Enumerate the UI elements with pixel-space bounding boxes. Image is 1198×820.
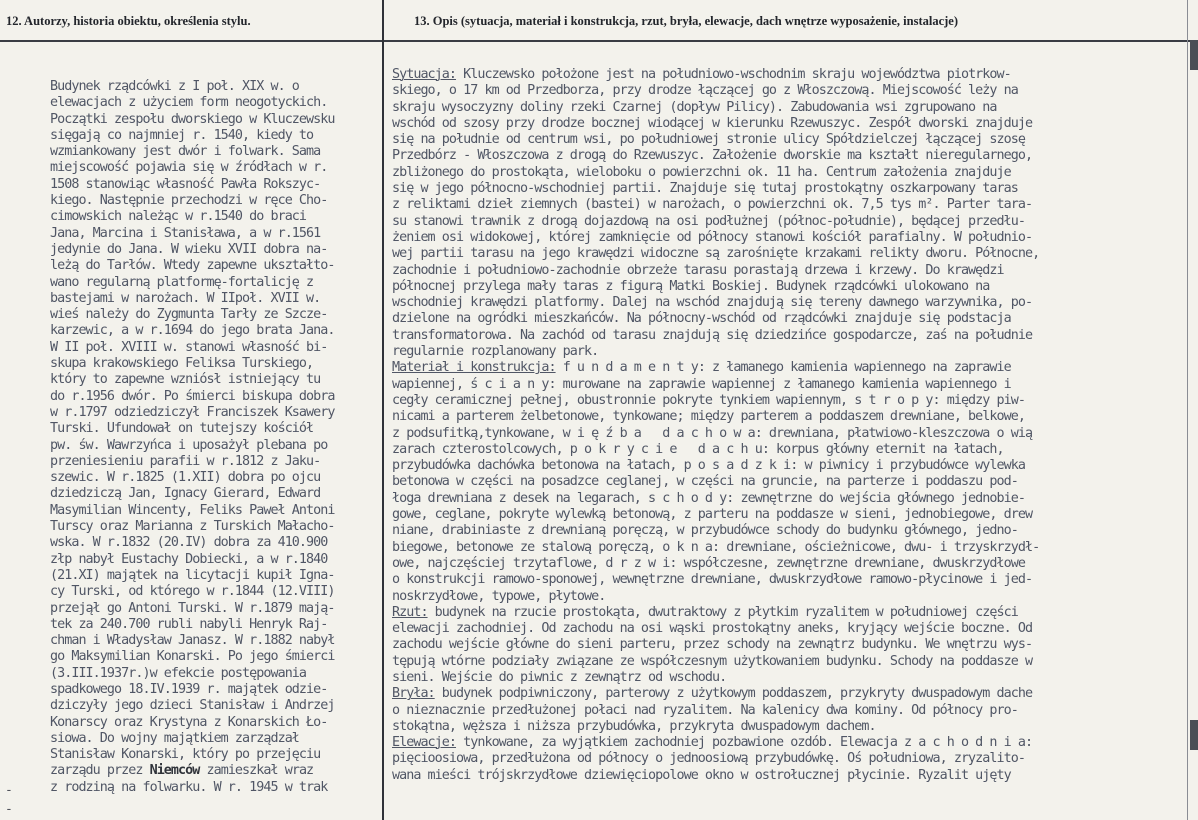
description-line: z reliktami dzieł ziemnych (bastei) w narożach, o powierzchni ok. 7,5 tys m². Parter tara- — [392, 197, 1033, 213]
section-13-heading: 13. Opis (sytuacja, materiał i konstrukcja, rzut, bryła, elewacje, dach wnętrze wyposażenie, instalacje) — [414, 14, 959, 28]
history-line: spadkowego 18.IV.1939 r. majątek odzie- — [50, 681, 328, 697]
description-line: pięcioosiowa, przedłużona od północy o jednoosiową przybudówkę. Oś południowa, zryzalito- — [392, 751, 1025, 767]
description-line: regularnie rozplanowany park. — [392, 344, 599, 360]
binder-tab-mark — [1190, 720, 1198, 750]
description-line: Przedbórz - Włoszczowa z drogą do Rzewuszyc. Założenie dworskie ma kształt nieregularnego, — [392, 148, 1033, 164]
history-line: miejscowość pojawia się w źródłach w r. — [50, 160, 328, 176]
description-line: Materiał i konstrukcja: f u n d a m e n t y: z łamanego kamienia wapiennego na zaprawie — [392, 360, 1011, 376]
history-text-column — [50, 79, 334, 796]
history-line: (3.III.1937r.)w efekcie postępowania — [50, 665, 307, 681]
history-line: go Maksymilian Konarski. Po jego śmierci — [50, 649, 335, 665]
description-line: stokątna, węższa i niższa przybudówka, przykryta dwuspadowym dachem. — [392, 718, 876, 734]
description-line: skraju wysoczyzny doliny rzeki Czarnej (dopływ Pilicy). Zabudowania wsi zgrupowano na — [392, 99, 997, 115]
history-line: kiego. Następnie przechodzi w ręce Cho- — [50, 193, 328, 209]
history-line: karzewic, a w r.1694 do jego brata Jana. — [50, 323, 335, 339]
description-line: zachodu wejście główne do sieni parteru, przez schody na zewnątrz budynku. We wnętrzu wys- — [392, 637, 1033, 653]
history-line: leżą do Tarłów. Wtedy zapewne ukształto- — [50, 258, 335, 274]
history-line: dziedziczą Jan, Ignacy Gierard, Edward — [50, 486, 321, 502]
description-line: zbliżonego do prostokąta, wieloboku o powierzchni ok. 11 ha. Centrum założenia znajduje — [392, 164, 1011, 180]
description-line: wana mieści trójskrzydłowe dziewięciopolowe okno w ostrołucznej płycinie. Ryzalit ujęty — [392, 767, 1011, 783]
history-line: sięgają co najmniej r. 1540, kiedy to — [50, 127, 314, 143]
history-line: Turski. Ufundował on tutejszy kościół — [50, 421, 314, 437]
history-line: przeniesieniu parafii w r.1812 z Jaku- — [50, 453, 321, 469]
description-line: wej partii tarasu na jego krawędzi widoczne są zarośnięte krzakami relikty dworu. Północne, — [392, 246, 1040, 262]
description-line: zachodnie i południowo-zachodnie obrzeże tarasu porastają drzewa i krzewy. Do krawędzi — [392, 262, 1004, 278]
description-line: transformatorowa. Na zachód od tarasu znajdują się dziedzińce gospodarcze, zaś na południe — [392, 327, 1033, 343]
description-line: owe, najczęściej trzytaflowe, d r z w i: współczesne, zewnętrzne drewniane, dwuskrzydłowe — [392, 555, 1025, 571]
history-line: W II poł. XVIII w. stanowi własność bi- — [50, 339, 328, 355]
history-line: złp nabył Eustachy Dobiecki, a w r.1840 — [50, 551, 328, 567]
description-line: łoga drewniana z desek na legarach, s c h o d y: zewnętrzne do wejścia głównego jednobie- — [392, 490, 1025, 506]
description-line: tępują wtórne podziały związane ze współczesnym użytkowaniem budynku. Schody na poddasze w — [392, 653, 1033, 669]
description-line: się w jego północno-wschodniej partii. Znajduje się tutaj prostokątny oszkarpowany taras — [392, 181, 1018, 197]
history-line: pw. św. Wawrzyńca i uposażył plebana po — [50, 437, 328, 453]
description-line: dzielone na ogródki mieszkańców. Na północny-wschód od rządcówki znajduje się podstacja — [392, 311, 1011, 327]
description-line: Elewacje: tynkowane, za wyjątkiem zachodniej pozbawione ozdób. Elewacja z a c h o d n i a: — [392, 735, 1033, 751]
history-line: tek za 240.700 rubli nabyli Henryk Raj- — [50, 616, 328, 632]
description-line: wschodniej krawędzi platformy. Dalej na wschód znajdują się tereny dawnego warzywnika, po- — [392, 295, 1033, 311]
description-line: wapiennej, ś c i a n y: murowane na zaprawie wapiennej z łamanego kamienia wapiennego i — [392, 376, 1011, 392]
history-line: 1508 stanowiąc własność Pawła Rokszyc- — [50, 176, 321, 192]
history-line: szewic. W r.1825 (1.XII) dobra po ojcu — [50, 470, 321, 486]
history-line: Początki zespołu dworskiego w Kluczewsku — [50, 111, 335, 127]
description-line: niane, drabiniaste z drewnianą poręczą, w przybudówce schody do budynku głównego, jedno- — [392, 523, 1018, 539]
history-line: wska. W r.1832 (20.IV) dobra za 410.900 — [50, 535, 328, 551]
description-line: cegły ceramicznej pełnej, obustronnie pokryte tynkiem wapiennym, s t r o p y: między piw- — [392, 392, 1025, 408]
history-line: wieś należy do Zygmunta Tarły ze Szcze- — [50, 307, 328, 323]
description-line: su stanowi trawnik z drogą dojazdową na osi podłużnej (północ-południe), będącej przedłu- — [392, 213, 1025, 229]
description-line: skiego, o 17 km od Przedborza, przy drodze łączącej go z Włoszczową. Miejscowość leży na — [392, 83, 1018, 99]
description-line: betonowa w części na posadzce ceglanej, w części na gruncie, na parterze i poddaszu pod- — [392, 474, 1018, 490]
description-line: wschód od szosy przy drodze bocznej wiodącej w kierunku Rzewuszyc. Zespół dworski znajduje — [392, 115, 1033, 131]
description-line: z podsufitką,tynkowane, w i ę ź b a d a c h o w a: drewniana, płatwiowo-kleszczowa o wią — [392, 425, 1033, 441]
history-line: elewacjach z użyciem form neogotyckich. — [50, 95, 328, 111]
history-line: który to zapewne wzniósł istniejący tu — [50, 372, 321, 388]
description-line: północnej przylega mały taras z figurą Matki Boskiej. Budynek rządcówki ulokowano na — [392, 278, 990, 294]
description-line: Rzut: budynek na rzucie prostokąta, dwutraktowy z płytkim ryzalitem w południowej części — [392, 604, 1018, 620]
column-divider — [382, 0, 384, 820]
margin-mark: - — [5, 783, 13, 798]
description-line: gowe, ceglane, pokryte wylewką betonową, z parteru na poddasze w sieni, jednobiegowe, drew — [392, 507, 1033, 523]
history-line: Konarscy oraz Krystyna z Konarskich Ło- — [50, 714, 328, 730]
history-line: Masymilian Wincenty, Feliks Paweł Antoni — [50, 502, 335, 518]
description-line: się na południe od centrum wsi, po południowej stronie ulicy Spółdzielczej łączącej szosę — [392, 132, 1025, 148]
history-line: siowa. Do wojny majątkiem zarządzał — [50, 730, 299, 746]
history-line: chman i Władysław Janasz. W r.1882 nabył — [50, 633, 335, 649]
description-line: przybudówka dachówka betonowa na łatach, p o s a d z k i: w piwnicy i przybudówce wylewka — [392, 458, 1025, 474]
history-line: jedynie do Jana. W wieku XVII dobra na- — [50, 241, 328, 257]
history-line: cimowskich należąc w r.1540 do braci — [50, 209, 307, 225]
history-line: Jana, Marcina i Stanisława, a w r.1561 — [50, 225, 321, 241]
description-line: noskrzydłowe, typowe, płytowe. — [392, 588, 606, 604]
description-line: zarach czterostolcowych, p o k r y c i e d a c h u: korpus główny eternit na łatach, — [392, 441, 1004, 457]
description-line: sieni. Wejście do piwnic z zewnątrz od wschodu. — [392, 669, 727, 685]
description-line: o nieznacznie przedłużonej połaci nad ryzalitem. Na kalenicy dwa kominy. Od północy pro- — [392, 702, 1018, 718]
description-line: Bryła: budynek podpiwniczony, parterowy z użytkowym poddaszem, przykryty dwuspadowym dache — [392, 686, 1033, 702]
history-line: (21.XI) majątek na licytacji kupił Igna- — [50, 567, 335, 583]
binder-tab-mark — [1190, 40, 1198, 70]
history-line: cy Turski, od którego w r.1844 (12.VIII) — [50, 584, 335, 600]
history-line: przejął go Antoni Turski. W r.1879 mają- — [50, 600, 335, 616]
history-line: Stanisław Konarski, który po przejęciu — [50, 747, 321, 763]
history-line: wzmiankowany jest dwór i folwark. Sama — [50, 144, 321, 160]
description-line: nicami a parterem żelbetonowe, tynkowane; między parterem a poddaszem drewniane, belkowe, — [392, 409, 1025, 425]
margin-mark: - — [5, 802, 13, 817]
history-line: do r.1956 dwór. Po śmierci biskupa dobra — [50, 388, 335, 404]
history-line: Turscy oraz Marianna z Turskich Małacho- — [50, 519, 335, 535]
description-line: o konstrukcji ramowo-sponowej, wewnętrzne drewniane, dwuskrzydłowe ramowo-płycinowe i jed- — [392, 572, 1033, 588]
history-line: zarządu przez Niemców zamieszkał wraz — [50, 763, 314, 779]
history-line: z rodziną na folwarku. W r. 1945 w trak — [50, 779, 328, 795]
description-line: biegowe, betonowe ze stalową poręczą, o k n a: drewniane, ościeżnicowe, dwu- i trzyskrzydł- — [392, 539, 1040, 555]
history-line: Budynek rządcówki z I poł. XIX w. o — [50, 79, 299, 94]
description-line: żeniem osi widokowej, której zamknięcie od północy stanowi kościół parafialny. W południo- — [392, 229, 1033, 245]
section-12-heading: 12. Autorzy, historia obiektu, określenia stylu. — [6, 14, 251, 28]
history-line: bastejami w narożach. W IIpoł. XVII w. — [50, 290, 321, 306]
history-line: dziczyły jego dzieci Stanisław i Andrzej — [50, 698, 335, 714]
description-line: Sytuacja: Kluczewsko położone jest na południowo-wschodnim skraju województwa piotrkow- — [392, 67, 1011, 82]
right-edge-line — [1187, 0, 1188, 820]
header-divider — [0, 40, 1198, 42]
history-line: w r.1797 odziedziczył Franciszek Ksawery — [50, 404, 335, 420]
history-line: skupa krakowskiego Feliksa Turskiego, — [50, 356, 314, 372]
description-text-column — [392, 67, 1039, 784]
history-line: wano regularną platformę-fortalicję z — [50, 274, 314, 290]
description-line: elewacji zachodniej. Od zachodu na osi wąski prostokątny aneks, kryjący wejście boczne. Od — [392, 621, 1033, 637]
